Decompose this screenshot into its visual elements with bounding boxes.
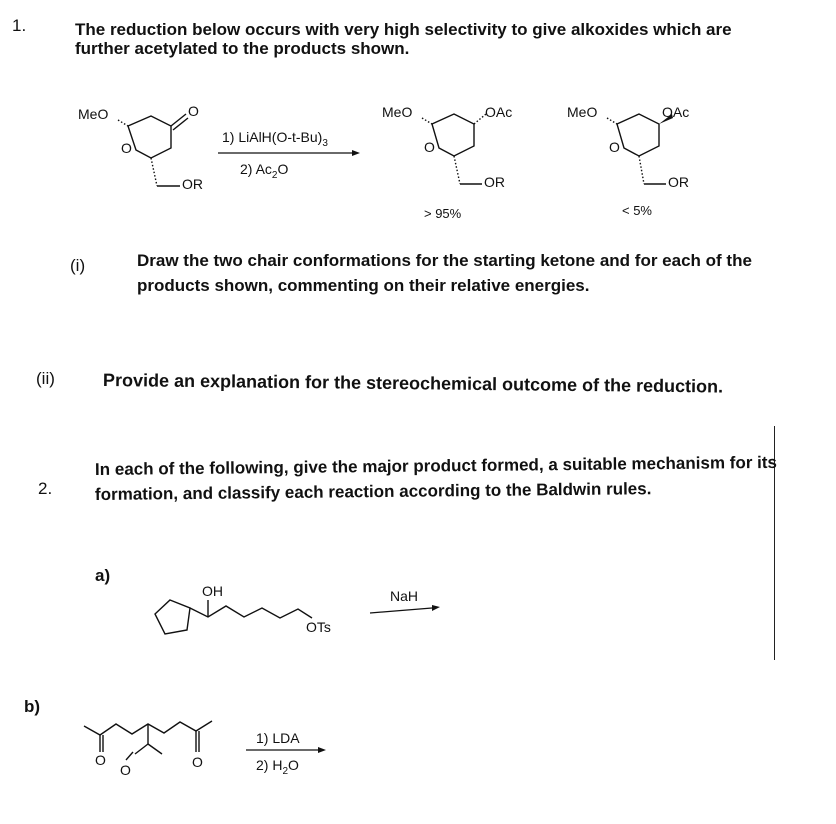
reactant-carbonyl-oxygen: O (188, 103, 199, 119)
part-i-text-line1: Draw the two chair conformations for the starting ketone and for each of the (137, 251, 752, 270)
minor-yield: < 5% (622, 203, 652, 218)
part-b-step1: 1) LDA (256, 730, 300, 746)
part-b-label: b) (24, 697, 41, 716)
question-1-intro-line1: The reduction below occurs with very high selectivity to give alkoxides which are (75, 20, 732, 39)
reactant-ring-oxygen: O (121, 140, 132, 156)
condition-step1: 1) $LiAlH(O-t-Bu)_3$ (222, 129, 328, 149)
part-b-oxygen-3: O (192, 754, 203, 770)
major-meo-label: MeO (382, 104, 413, 120)
minor-meo-label: MeO (567, 104, 598, 120)
major-ring-oxygen: O (424, 139, 435, 155)
part-a-label: a) (95, 566, 111, 585)
part-i-text-line2: products shown, commenting on their relative energies. (137, 276, 590, 295)
part-b-step2: 2) $H_2O$ (256, 757, 299, 777)
major-or-label: OR (484, 174, 505, 190)
question-2-intro-line2: formation, and classify each reaction according to the Baldwin rules. (94, 479, 652, 504)
part-a-oh-label: OH (202, 583, 223, 599)
major-oac-label: OAc (485, 104, 513, 120)
question-2-intro-line1: In each of the following, give the major product formed, a suitable mechanism for its (94, 452, 778, 479)
question-2-number: 2. (38, 479, 53, 498)
condition-step2: 2) $Ac_2O$ (240, 161, 289, 181)
minor-oac-label: OAc (662, 104, 690, 120)
minor-ring-oxygen: O (609, 139, 620, 155)
part-i-label: (i) (70, 256, 86, 275)
part-a-reagent: NaH (390, 588, 419, 604)
part-a-ots-label: OTs (306, 619, 331, 635)
question-1-number: 1. (12, 16, 27, 35)
minor-or-label: OR (668, 174, 689, 190)
major-yield: > 95% (424, 206, 462, 221)
part-b-oxygen-2: O (120, 762, 131, 778)
part-ii-label: (ii) (36, 369, 55, 388)
reactant-or-label: OR (182, 176, 203, 192)
part-ii-text: Provide an explanation for the stereochemical outcome of the reduction. (102, 370, 724, 397)
part-b-oxygen-1: O (95, 752, 106, 768)
question-1-intro-line2: further acetylated to the products shown. (75, 39, 410, 58)
reactant-meo-label: MeO (78, 106, 109, 122)
